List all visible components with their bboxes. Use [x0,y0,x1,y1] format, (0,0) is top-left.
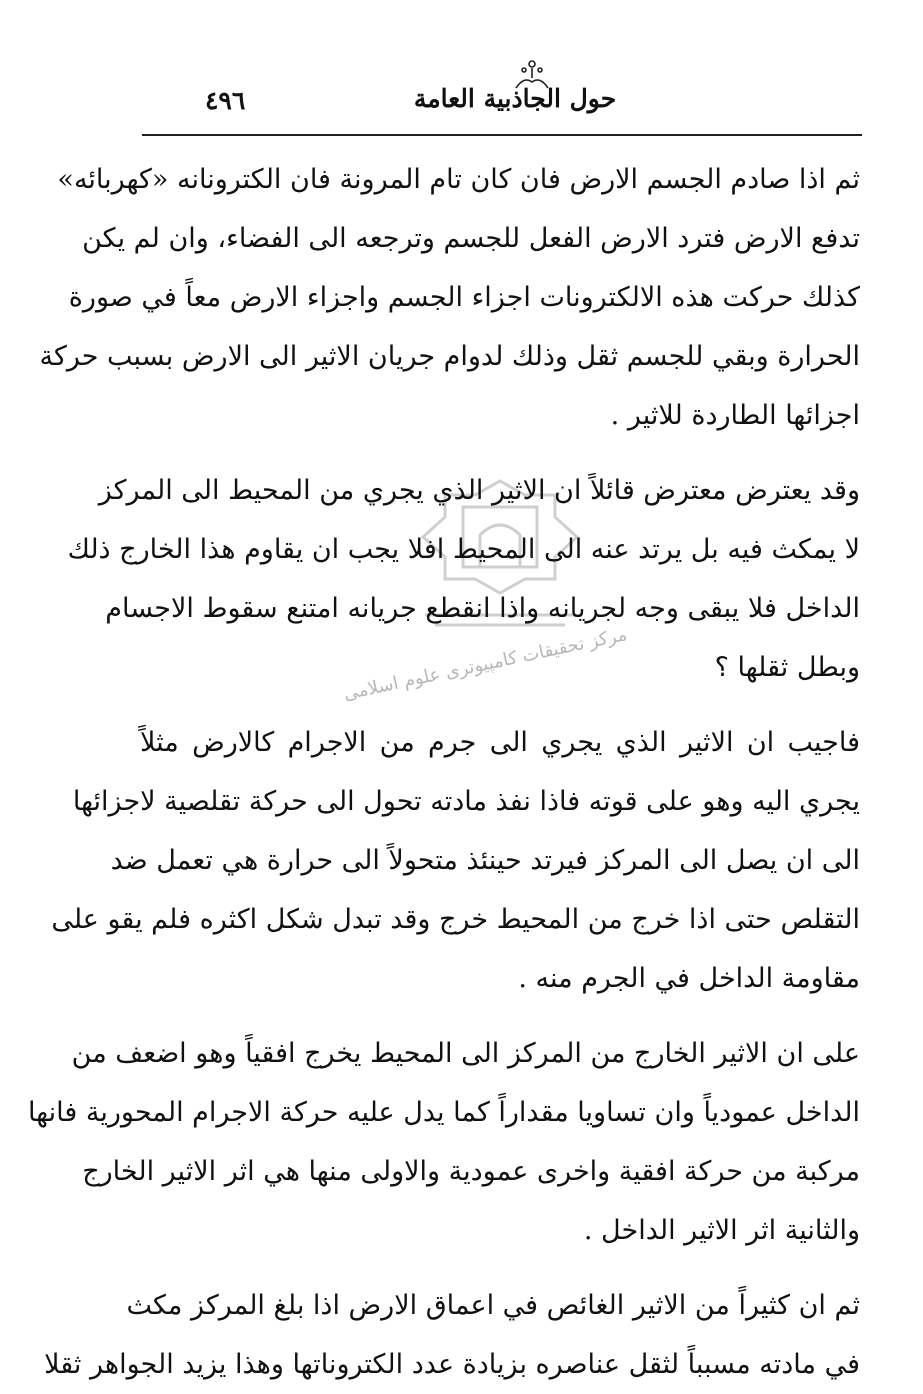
paragraph [44,1276,860,1394]
paragraph [39,150,860,445]
text-line: اجزائها الطاردة للاثير . [610,400,860,431]
text-line: في مادته مسبباً لثقل عناصره بزيادة عدد الكتروناتها وهذا يزيد الجواهر ثقلا [44,1349,860,1380]
text-line: على ان الاثير الخارج من المركز الى المحيط يخرج افقياً وهو اضعف من [71,1038,860,1069]
text-line: الى ان يصل الى المركز فيرتد حينئذ متحولاً الى حرارة هي تعمل ضد [110,845,860,876]
text-line: الداخل فلا يبقى وجه لجريانه واذا انقطع جريانه امتنع سقوط الاجسام [105,593,860,624]
text-line: وقد يعترض معترض قائلاً ان الاثير الذي يجري من المحيط الى المركز [98,475,860,506]
text-line: والثانية اثر الاثير الداخل . [583,1215,860,1246]
paragraph [51,713,860,1008]
text-line: فاجيب ان الاثير الذي يجري الى جرم من الاجرام كالارض مثلاً [140,727,860,758]
text-line: التقلص حتى اذا خرج من المحيط خرج وقد تبدل شكل اكثره فلم يقو على [51,904,860,935]
text-line: لا يمكث فيه بل يرتد عنه الى المحيط افلا يجب ان يقاوم هذا الخارج ذلك [67,534,860,565]
text-line: يجري اليه وهو على قوته فاذا نفذ مادته تحول الى حركة تقلصية لاجزائها [72,786,860,817]
page-number: ٤٩٦ [205,86,246,115]
header-divider [142,134,862,136]
text-line: الحرارة وبقي للجسم ثقل وذلك لدوام جريان الاثير الى الارض بسبب حركة [39,341,860,372]
text-line: كذلك حركت هذه الالكترونات اجزاء الجسم واجزاء الارض معاً في صورة [68,282,860,313]
paragraph [27,1024,860,1260]
text-line: مقاومة الداخل في الجرم منه . [518,963,860,994]
text-line: مركبة من حركة افقية واخرى عمودية والاولى منها هي اثر الاثير الخارج [82,1156,860,1187]
text-line: الداخل عمودياً وان تساويا مقداراً كما يدل عليه حركة الاجرام المحورية فانها [27,1097,860,1128]
text-line: ثم ان كثيراً من الاثير الغائص في اعماق الارض اذا بلغ المركز مكث [126,1290,860,1321]
watermark-caption: مركز تحقيقات كامپيوتری علوم اسلامی [341,624,629,705]
page-body-text [27,150,860,1394]
text-line: تدفع الارض فترد الارض الفعل للجسم وترجعه الى الفضاء، وان لم يكن [82,223,860,254]
text-line: وبطل ثقلها ؟ [714,652,860,683]
running-header-title: حول الجاذبية العامة [413,84,617,113]
text-line: ثم اذا صادم الجسم الارض فان كان تام المرونة فان الكترونانه «كهربائه» [57,164,860,195]
paragraph [67,461,860,697]
